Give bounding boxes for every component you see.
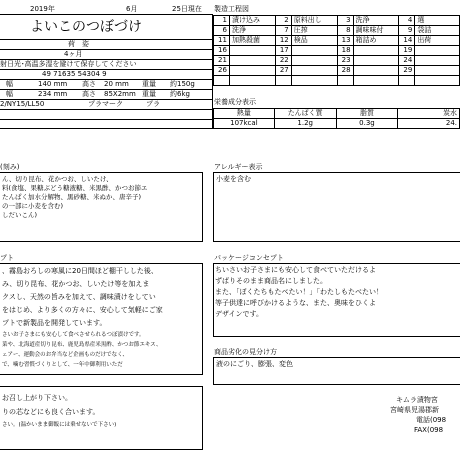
process-step-name: 洗浄 <box>353 16 399 26</box>
concept-line: 、霧島おろしの寒風に20日間ほど棚干しした後、 <box>2 267 158 275</box>
process-row <box>214 36 460 46</box>
company-address: 宮崎県児湯郡新 <box>390 406 439 414</box>
process-step-number <box>275 76 291 86</box>
allergen-title: アレルギー表示 <box>214 163 263 171</box>
process-step-name <box>415 76 460 86</box>
process-row <box>214 66 460 76</box>
nutrition-table <box>213 108 460 129</box>
package-concept-title: パッケージコンセプト <box>214 254 284 262</box>
concept-line: プトで新製品を開発しています。 <box>2 319 107 327</box>
ingredients-line: しだいこん) <box>2 211 38 219</box>
process-step-name: 加熱殺菌 <box>229 36 275 46</box>
nutrition-value-protein: 1.2g <box>274 119 336 129</box>
item-weight: 約150g <box>170 80 195 88</box>
nutrition-value-fat: 0.3g <box>336 119 398 129</box>
serving-line: りの芯などにも良く合います。 <box>2 408 100 416</box>
process-row <box>214 16 460 26</box>
case-width: 234 mm <box>38 90 68 98</box>
process-step-number: 6 <box>214 26 230 36</box>
ingredients-line: たんぱく加水分解物、黒砂糖、米ぬか、唐辛子) <box>2 193 142 201</box>
material-mark-value: プラ <box>146 100 160 108</box>
nutrition-value-carbs: 24. <box>398 119 460 129</box>
concept-line: さいお子さまにも安心して食べさせられるつぼ漬けです。 <box>2 332 145 338</box>
concept-line: クスし、天然の旨みを加えて、調味漬けをしてい <box>2 293 156 301</box>
process-step-name <box>291 56 337 66</box>
month: 6月 <box>126 5 138 13</box>
year: 2019年 <box>30 5 55 13</box>
package-concept-text <box>215 265 459 320</box>
concept-line: で、噛む習慣づくりとして、一年中御利用いただ <box>2 362 123 368</box>
case-height-label: 高さ <box>82 90 96 98</box>
material-mark: プラマーク <box>88 100 123 108</box>
ingredients-line: 料(食塩、果糖ぶどう糖液糖、米黒酢、かつお節エ <box>2 184 148 192</box>
serving-line: さい。(温かいまま御飯には乗せないで下さい) <box>2 422 117 428</box>
item-width: 140 mm <box>38 80 68 88</box>
package-concept-line: 等子供達に呼びかけるような、また、奥味をひくよ <box>215 299 376 307</box>
process-step-name <box>229 46 275 56</box>
process-step-number: 21 <box>214 56 230 66</box>
process-title: 製造工程図 <box>214 5 249 13</box>
ingredients-list <box>2 175 202 220</box>
jan-code: 49 71635 54304 9 <box>42 70 107 78</box>
nutrition-value-energy: 107kcal <box>214 119 275 129</box>
process-step-number: 29 <box>399 66 415 76</box>
case-weight: 約6kg <box>170 90 190 98</box>
process-step-name: 検品 <box>291 36 337 46</box>
process-step-number: 22 <box>275 56 291 66</box>
serving-text <box>2 391 202 431</box>
process-step-number: 28 <box>337 66 353 76</box>
ingredients-title: (刻み) <box>0 163 20 171</box>
process-step-number: 27 <box>275 66 291 76</box>
ingredients-line: ん、切り昆布、花かつお、しいたけ、 <box>2 175 113 183</box>
process-step-number: 12 <box>275 36 291 46</box>
package-concept-line: デザインです。 <box>215 310 263 318</box>
process-step-name: 箱詰め <box>353 36 399 46</box>
process-step-name: 袋詰 <box>415 26 460 36</box>
process-step-number: 23 <box>337 56 353 66</box>
concept-title: プト <box>0 254 14 262</box>
item-weight-label: 重量 <box>142 80 156 88</box>
shelf-life: 4ヶ月 <box>64 50 83 58</box>
concept-line: み、切り昆布、花かつお、しいたけ等を加えま <box>2 280 150 288</box>
company-fax: FAX(098 <box>414 426 444 434</box>
package-concept-line: また、「ぼくたちもたべたい！」「わたしもたべたい！ <box>215 288 383 296</box>
process-step-number <box>337 76 353 86</box>
process-step-name: 漬け込み <box>229 16 275 26</box>
day-status: 25日現在 <box>172 5 202 13</box>
process-row <box>214 26 460 36</box>
serving-line: お召し上がり下さい。 <box>2 394 72 402</box>
process-step-number: 17 <box>275 46 291 56</box>
process-row <box>214 56 460 66</box>
nutrition-header-carbs: 炭水 <box>398 109 460 119</box>
storage-note: 射日光･高温多湿を避けて保存してください <box>0 60 137 68</box>
nutrition-header-fat: 脂質 <box>336 109 398 119</box>
process-step-name <box>353 46 399 56</box>
case-weight-label: 重量 <box>142 90 156 98</box>
process-row <box>214 76 460 86</box>
process-step-number: 18 <box>337 46 353 56</box>
process-step-number: 1 <box>214 16 230 26</box>
process-step-number: 14 <box>399 36 415 46</box>
ingredients-line: の一部に小麦を含む) <box>2 202 64 210</box>
process-step-name: 出荷 <box>415 36 460 46</box>
nutrition-header-protein: たんぱく質 <box>274 109 336 119</box>
process-step-name: 選 <box>415 16 460 26</box>
process-step-name <box>415 46 460 56</box>
process-step-name: 原料出し <box>291 16 337 26</box>
process-step-name <box>415 56 460 66</box>
nutrition-title: 栄養成分表示 <box>214 98 256 106</box>
company-tel: 電話(098 <box>416 416 447 424</box>
deterioration-value: 液のにごり、膨張、変色 <box>216 360 293 368</box>
company-name: キムラ漬物宮 <box>396 396 438 404</box>
process-step-name: 調味味付 <box>353 26 399 36</box>
package-concept-line: ちいさいお子さまにも安心して食べていただけるよ <box>215 266 376 274</box>
allergen-value: 小麦を含む <box>216 175 251 183</box>
process-step-number: 3 <box>337 16 353 26</box>
concept-line: ェアー、運動会のお弁当など企画ものだけでなく、 <box>2 352 129 358</box>
process-step-name <box>353 76 399 86</box>
concept-line: 菜や、北海道産切り昆布、鹿児島県産米黒酢、かつお節エキス、 <box>2 342 162 348</box>
process-step-name <box>229 56 275 66</box>
process-step-name: 洗浄 <box>229 26 275 36</box>
packaging-label: 荷 姿 <box>68 40 89 48</box>
item-height: 20 mm <box>104 80 129 88</box>
process-step-number: 9 <box>399 26 415 36</box>
process-row <box>214 46 460 56</box>
nutrition-header-energy: 熱量 <box>214 109 275 119</box>
process-step-name <box>415 66 460 76</box>
process-step-name <box>353 56 399 66</box>
process-step-number: 16 <box>214 46 230 56</box>
process-step-number: 4 <box>399 16 415 26</box>
process-step-name <box>291 46 337 56</box>
process-step-name <box>229 66 275 76</box>
process-step-number: 8 <box>337 26 353 36</box>
process-step-name <box>291 66 337 76</box>
process-step-name <box>353 66 399 76</box>
process-step-name <box>229 76 275 86</box>
item-height-label: 高さ <box>82 80 96 88</box>
deterioration-title: 商品劣化の見分け方 <box>214 348 277 356</box>
item-width-label: 幅 <box>6 80 13 88</box>
material-code: 2/NY15/LL50 <box>0 100 45 108</box>
case-height: 85X2mm <box>104 90 136 98</box>
process-step-number: 11 <box>214 36 230 46</box>
case-width-label: 幅 <box>6 90 13 98</box>
process-step-number: 7 <box>275 26 291 36</box>
process-step-number: 13 <box>337 36 353 46</box>
process-step-number: 19 <box>399 46 415 56</box>
process-step-number: 2 <box>275 16 291 26</box>
concept-line: をはじめ、より多くの方々に、安心して気軽にご家 <box>2 306 163 314</box>
concept-text <box>2 265 202 370</box>
process-step-number <box>214 76 230 86</box>
process-step-name: 圧搾 <box>291 26 337 36</box>
product-name: よいこのつぼづけ <box>30 19 142 35</box>
process-step-number: 24 <box>399 56 415 66</box>
package-concept-line: ずばりそのまま商品名にしました。 <box>215 277 327 285</box>
process-step-name <box>291 76 337 86</box>
process-step-number: 26 <box>214 66 230 76</box>
process-table <box>213 15 460 86</box>
process-step-number <box>399 76 415 86</box>
